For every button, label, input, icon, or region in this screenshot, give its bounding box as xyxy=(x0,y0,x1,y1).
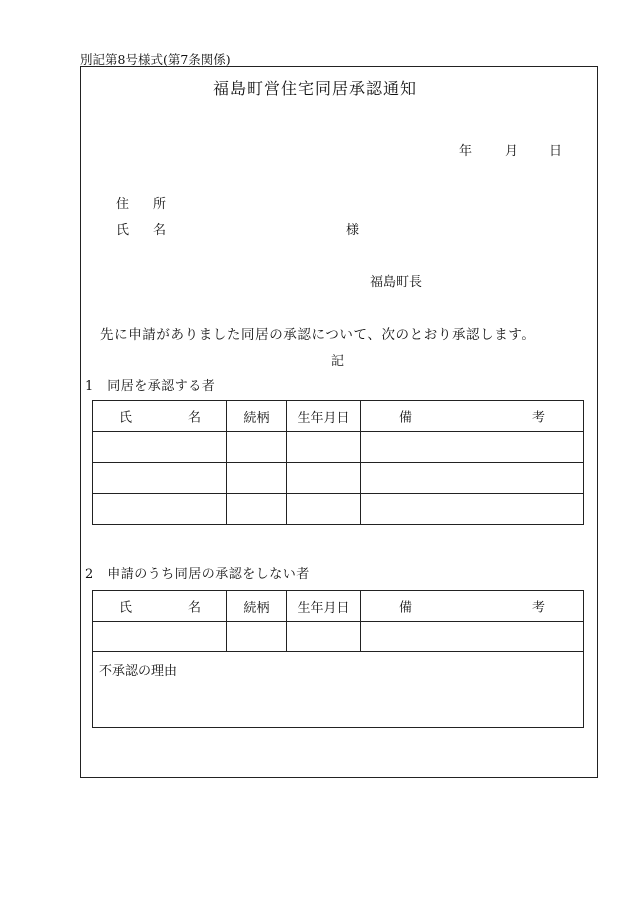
relation-cell[interactable] xyxy=(227,432,287,463)
honorific: 様 xyxy=(346,223,360,238)
date-month-label: 月 xyxy=(505,144,519,159)
note-cell[interactable] xyxy=(361,622,584,652)
col-note-header: 備 考 xyxy=(361,591,584,622)
note-cell[interactable] xyxy=(361,432,584,463)
section1-header-row xyxy=(93,401,584,432)
reason-row xyxy=(93,652,584,728)
form-reference: 別記第8号様式(第7条関係) xyxy=(80,52,231,67)
col-relation-header: 続柄 xyxy=(227,401,287,432)
relation-cell[interactable] xyxy=(227,622,287,652)
name-label-char-2: 名 xyxy=(153,223,167,238)
col-note-header: 備 考 xyxy=(361,401,584,432)
name-cell[interactable] xyxy=(93,463,227,494)
note-cell[interactable] xyxy=(361,463,584,494)
table-row xyxy=(93,432,584,463)
note-cell[interactable] xyxy=(361,494,584,525)
date-day-label: 日 xyxy=(549,144,563,159)
address-label-char-1: 住 xyxy=(116,197,130,212)
table-row xyxy=(93,463,584,494)
section2-table xyxy=(92,590,584,728)
birthdate-cell[interactable] xyxy=(287,432,361,463)
section2-heading: 2 申請のうち同居の承認をしない者 xyxy=(85,567,310,582)
col-birthdate-header: 生年月日 xyxy=(287,591,361,622)
name-cell[interactable] xyxy=(93,432,227,463)
issuer: 福島町長 xyxy=(370,275,423,290)
name-cell[interactable] xyxy=(93,494,227,525)
reason-box[interactable] xyxy=(93,652,584,728)
date-year-label: 年 xyxy=(459,144,473,159)
col-relation-header: 続柄 xyxy=(227,591,287,622)
section2-header-row xyxy=(93,591,584,622)
reason-label: 不承認の理由 xyxy=(99,664,178,679)
table-row xyxy=(93,622,584,652)
birthdate-cell[interactable] xyxy=(287,494,361,525)
ki-mark: 記 xyxy=(331,354,345,369)
name-label-char-1: 氏 xyxy=(116,223,130,238)
section1-heading: 1 同居を承認する者 xyxy=(85,379,216,394)
section1-table xyxy=(92,400,584,525)
col-name-header: 氏 名 xyxy=(93,401,227,432)
relation-cell[interactable] xyxy=(227,494,287,525)
name-cell[interactable] xyxy=(93,622,227,652)
relation-cell[interactable] xyxy=(227,463,287,494)
col-birthdate-header: 生年月日 xyxy=(287,401,361,432)
table-row xyxy=(93,494,584,525)
birthdate-cell[interactable] xyxy=(287,463,361,494)
address-label-char-2: 所 xyxy=(153,197,167,212)
col-name-header: 氏 名 xyxy=(93,591,227,622)
document-title: 福島町営住宅同居承認通知 xyxy=(212,79,417,98)
birthdate-cell[interactable] xyxy=(287,622,361,652)
notice-body: 先に申請がありました同居の承認について、次のとおり承認します。 xyxy=(100,327,536,343)
